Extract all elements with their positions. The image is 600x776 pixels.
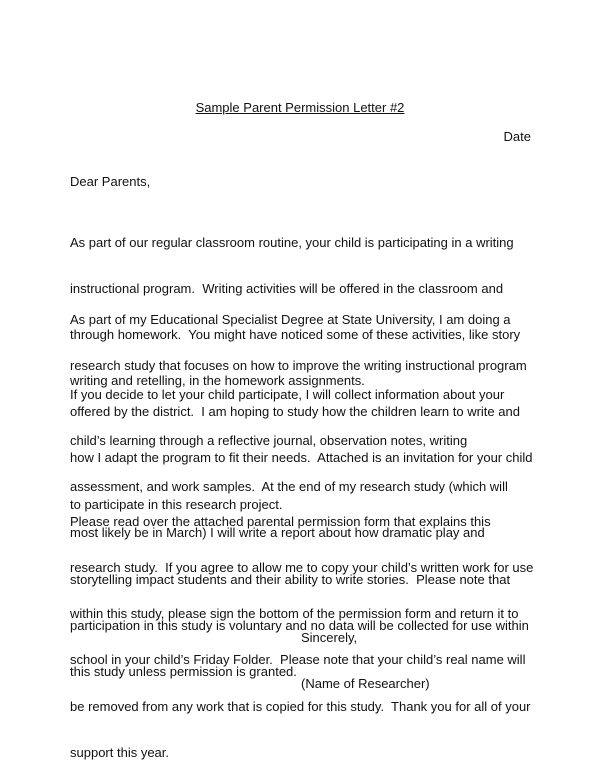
paragraph-line: research study. If you agree to allow me to copy your child’s written work for use [70, 560, 534, 576]
date-line: Date [503, 129, 531, 144]
paragraph-line: this study unless permission is granted. [70, 664, 297, 680]
paragraph-line: child’s learning through a reflective journal, observation notes, writing [70, 433, 468, 449]
paragraph-line: within this study, please sign the bottom of the permission form and return it to [70, 606, 519, 622]
paragraph-line: participation in this study is voluntary and no data will be collected for use within [70, 617, 529, 633]
paragraph-line: writing and retelling, in the homework assignments. [70, 373, 365, 389]
paragraph-line: support this year. [70, 744, 169, 760]
signature-placeholder: (Name of Researcher) [301, 676, 430, 692]
paragraph-line: storytelling impact students and their ability to write stories. Please note that [70, 571, 511, 587]
paragraph-line: school in your child’s Friday Folder. Please note that your child’s real name will [70, 652, 526, 668]
paragraph-line: how I adapt the program to fit their needs. Attached is an invitation for your child [70, 450, 533, 466]
paragraph-line: offered by the district. I am hoping to study how the children learn to write and [70, 404, 520, 420]
letter-title [0, 100, 600, 115]
paragraph-line: Please read over the attached parental permission form that explains this [70, 513, 491, 529]
greeting: Dear Parents, [70, 174, 151, 189]
paragraph-line: through homework. You might have noticed some of these activities, like story [70, 327, 521, 343]
paragraph-line: be removed from any work that is copied for this study. Thank you for all of your [70, 698, 531, 714]
paragraph-line: instructional program. Writing activities will be offered in the classroom and [70, 281, 504, 297]
paragraph-line: As part of our regular classroom routine, your child is participating in a writing [70, 234, 514, 250]
valediction: Sincerely, [301, 629, 358, 645]
paragraph-line: to participate in this research project. [70, 496, 283, 512]
paragraph-line: research study that focuses on how to improve the writing instructional program [70, 358, 527, 374]
closing [301, 599, 430, 707]
paragraph-line: If you decide to let your child participate, I will collect information about your [70, 386, 505, 402]
paragraph-line: As part of my Educational Specialist Degree at State University, I am doing a [70, 311, 511, 327]
letter-title-text: Sample Parent Permission Letter #2 [195, 100, 405, 115]
paragraph-line: assessment, and work samples. At the end of my research study (which will [70, 479, 508, 495]
paragraph-line: most likely be in March) I will write a report about how dramatic play and [70, 525, 485, 541]
